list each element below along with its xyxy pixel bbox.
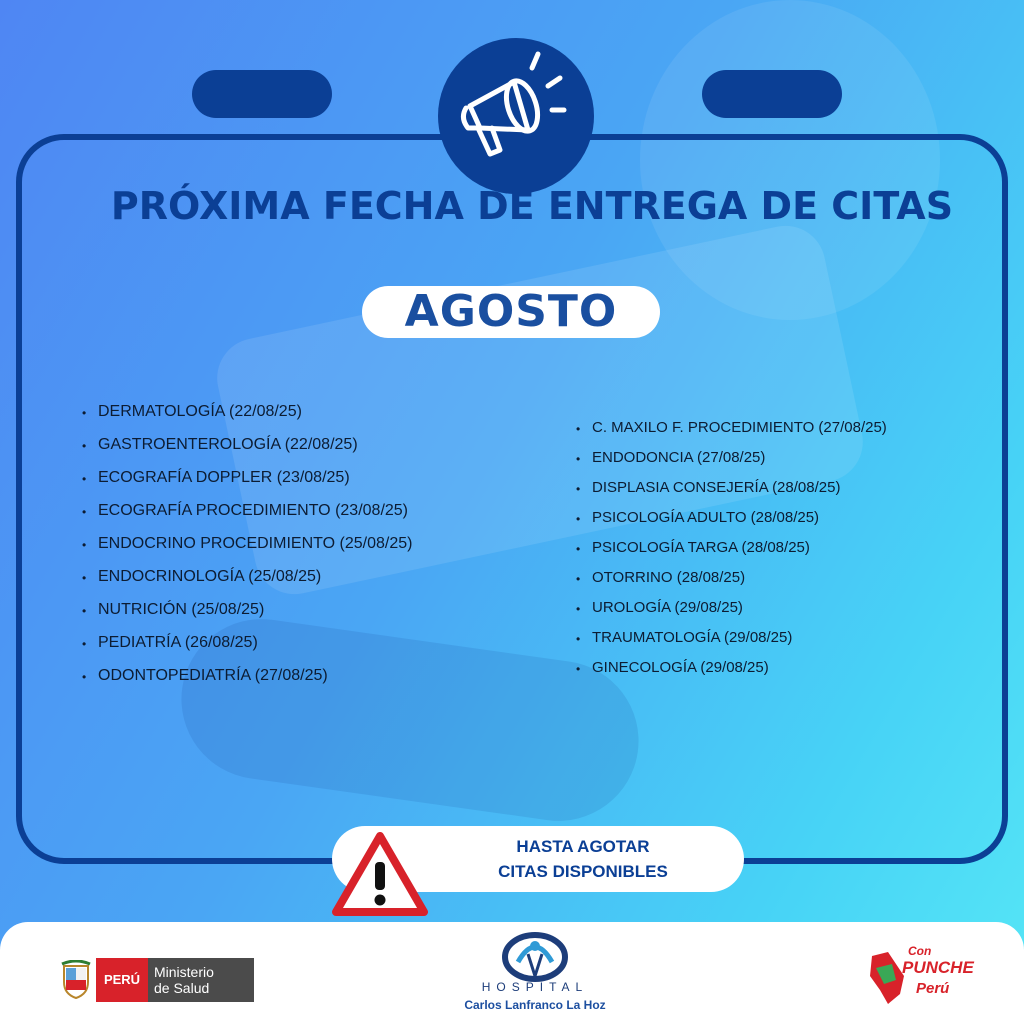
month-badge bbox=[362, 286, 660, 338]
campaign-punche: PUNCHE bbox=[902, 958, 974, 977]
schedule-list-left bbox=[82, 402, 412, 699]
footer bbox=[0, 922, 1024, 1024]
ministry-line-2: de Salud bbox=[154, 980, 210, 996]
ministry-label bbox=[148, 958, 254, 1002]
list-item: • PEDIATRÍA (26/08/25) bbox=[82, 633, 412, 666]
list-item: • NUTRICIÓN (25/08/25) bbox=[82, 600, 412, 633]
hospital-name: Carlos Lanfranco La Hoz bbox=[464, 998, 606, 1012]
notice-line-2: CITAS DISPONIBLES bbox=[498, 862, 668, 881]
list-item: • ENDODONCIA (27/08/25) bbox=[576, 449, 887, 479]
list-item: • OTORRINO (28/08/25) bbox=[576, 569, 887, 599]
list-item: • ECOGRAFÍA PROCEDIMIENTO (23/08/25) bbox=[82, 501, 412, 534]
list-item: • DERMATOLOGÍA (22/08/25) bbox=[82, 402, 412, 435]
ministry-line-1: Ministerio bbox=[154, 964, 214, 980]
list-item: • GASTROENTEROLOGÍA (22/08/25) bbox=[82, 435, 412, 468]
month-label: AGOSTO bbox=[404, 286, 618, 337]
list-item: • C. MAXILO F. PROCEDIMIENTO (27/08/25) bbox=[576, 419, 887, 449]
megaphone-icon bbox=[438, 38, 594, 194]
list-item: • ECOGRAFÍA DOPPLER (23/08/25) bbox=[82, 468, 412, 501]
megaphone-badge bbox=[438, 38, 594, 194]
decorative-pill-right bbox=[702, 70, 842, 118]
list-item: • ODONTOPEDIATRÍA (27/08/25) bbox=[82, 666, 412, 699]
list-item: • PSICOLOGÍA ADULTO (28/08/25) bbox=[576, 509, 887, 539]
list-item: • DISPLASIA CONSEJERÍA (28/08/25) bbox=[576, 479, 887, 509]
list-item: • TRAUMATOLOGÍA (29/08/25) bbox=[576, 629, 887, 659]
list-item: • ENDOCRINOLOGÍA (25/08/25) bbox=[82, 567, 412, 600]
list-item: • UROLOGÍA (29/08/25) bbox=[576, 599, 887, 629]
decorative-pill-left bbox=[192, 70, 332, 118]
notice-line-1: HASTA AGOTAR bbox=[516, 837, 650, 856]
campaign-peru: Perú bbox=[916, 980, 950, 997]
coat-of-arms-icon bbox=[60, 960, 92, 1000]
list-item: • PSICOLOGÍA TARGA (28/08/25) bbox=[576, 539, 887, 569]
warning-icon bbox=[332, 832, 428, 916]
list-item: • GINECOLOGÍA (29/08/25) bbox=[576, 659, 887, 689]
page-title: PRÓXIMA FECHA DE ENTREGA DE CITAS bbox=[110, 184, 954, 228]
con-punche-peru-logo bbox=[866, 942, 976, 1014]
hospital-logo bbox=[450, 926, 620, 1022]
notice-text bbox=[422, 834, 744, 884]
list-item: • ENDOCRINO PROCEDIMIENTO (25/08/25) bbox=[82, 534, 412, 567]
peru-label: PERÚ bbox=[96, 958, 148, 1002]
schedule-list-right bbox=[576, 419, 887, 689]
hospital-emblem-icon bbox=[500, 932, 570, 982]
campaign-con: Con bbox=[908, 944, 932, 958]
hospital-word: HOSPITAL bbox=[481, 980, 589, 994]
